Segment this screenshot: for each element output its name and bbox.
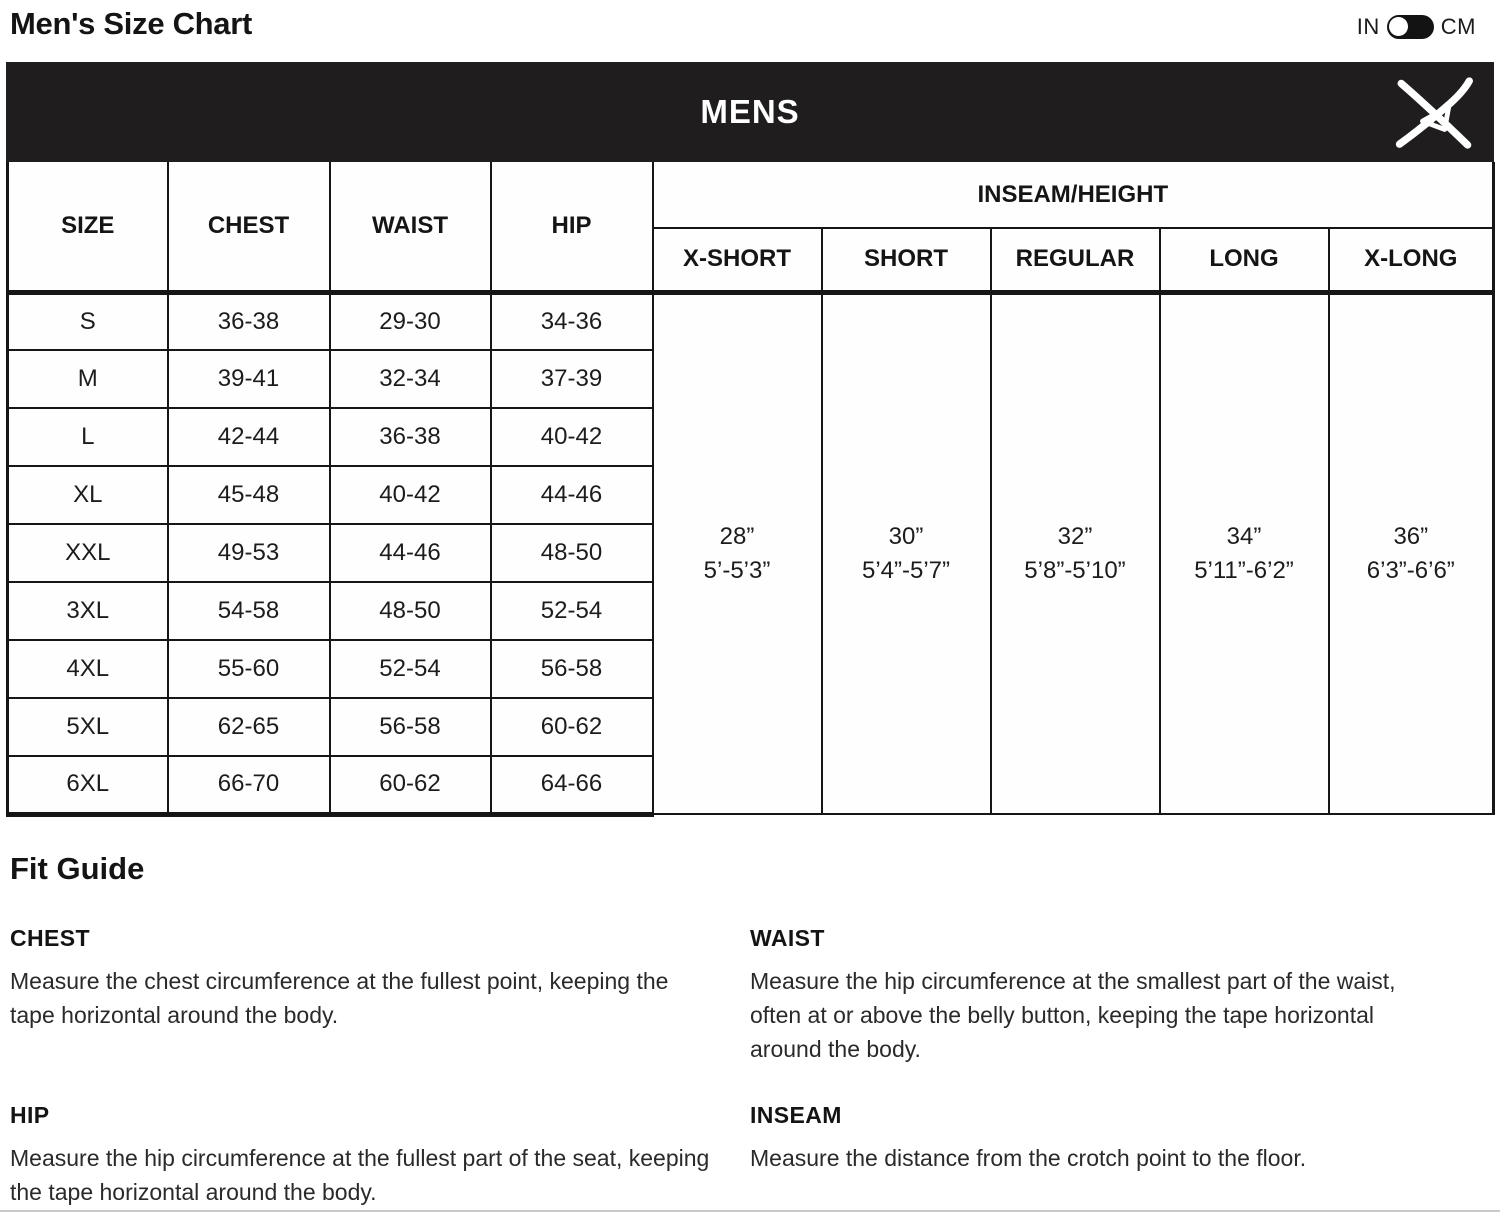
chest-cell: 49-53 [168,524,330,582]
chart-banner [6,62,1494,162]
size-cell: XXL [8,524,168,582]
size-cell: M [8,350,168,408]
waist-cell: 56-58 [330,698,491,756]
hip-cell: 60-62 [491,698,653,756]
fit-section-inseam [750,1102,1490,1209]
size-cell: 5XL [8,698,168,756]
inseam-long-cell [1160,292,1329,814]
waist-cell: 32-34 [330,350,491,408]
size-cell: S [8,292,168,350]
size-table [6,162,1495,817]
banner-title: MENS [700,93,800,130]
fit-section-waist [750,925,1490,1066]
inseam-short-cell [822,292,991,814]
toggle-knob-icon [1389,17,1408,36]
size-cell: 3XL [8,582,168,640]
chest-cell: 66-70 [168,756,330,814]
waist-cell: 44-46 [330,524,491,582]
chest-cell: 36-38 [168,292,330,350]
col-header-hip: HIP [491,162,653,292]
col-header-x-long: X-LONG [1329,228,1494,292]
size-cell: 4XL [8,640,168,698]
page-title: Men's Size Chart [10,6,253,41]
height-range: 5’-5’3” [703,556,771,584]
fit-guide-title: Fit Guide [10,850,145,886]
unit-in-label: IN [1356,14,1380,39]
hip-cell: 40-42 [491,408,653,466]
fit-section-chest [10,925,750,1066]
size-cell: L [8,408,168,466]
waist-cell: 52-54 [330,640,491,698]
inseam-regular-cell [991,292,1160,814]
fit-heading-inseam: INSEAM [750,1101,842,1128]
chest-cell: 54-58 [168,582,330,640]
chest-cell: 55-60 [168,640,330,698]
fit-guide [0,851,1500,1209]
chest-cell: 39-41 [168,350,330,408]
fit-heading-hip: HIP [10,1101,50,1128]
top-bar [0,0,1500,62]
fit-section-hip [10,1102,750,1209]
waist-cell: 29-30 [330,292,491,350]
height-range: 6’3”-6’6” [1366,556,1455,584]
unit-toggle-switch[interactable] [1387,15,1434,39]
unit-cm-label: CM [1440,14,1476,39]
inseam-value: 30” [888,522,924,550]
col-header-x-short: X-SHORT [653,228,822,292]
col-header-inseam-height: INSEAM/HEIGHT [653,162,1494,228]
fit-guide-grid [10,925,1490,1209]
inseam-value: 36” [1393,522,1429,550]
size-chart [6,62,1494,817]
chest-cell: 62-65 [168,698,330,756]
hip-cell: 52-54 [491,582,653,640]
fit-text-hip: Measure the hip circumference at the fullest part of the seat, keeping the tape horizontal around the body. [10,1144,710,1205]
col-header-chest: CHEST [168,162,330,292]
inseam-value: 28” [719,522,755,550]
waist-cell: 36-38 [330,408,491,466]
fit-text-waist: Measure the hip circumference at the smallest part of the waist, often at or above the belly button, keeping the tape horizontal around the body. [750,967,1396,1062]
fit-heading-waist: WAIST [750,924,825,951]
col-header-waist: WAIST [330,162,491,292]
chest-cell: 42-44 [168,408,330,466]
height-range: 5’4”-5’7” [861,556,951,584]
waist-cell: 60-62 [330,756,491,814]
inseam-value: 32” [1057,522,1093,550]
col-header-size: SIZE [8,162,168,292]
height-range: 5’8”-5’10” [1024,556,1126,584]
brand-x-logo-icon [1390,72,1478,154]
fit-heading-chest: CHEST [10,924,90,951]
size-cell: XL [8,466,168,524]
fit-text-chest: Measure the chest circumference at the fullest point, keeping the tape horizontal around the body. [10,967,669,1028]
inseam-x-short-cell [653,292,822,814]
hip-cell: 44-46 [491,466,653,524]
chest-cell: 45-48 [168,466,330,524]
hip-cell: 56-58 [491,640,653,698]
inseam-value: 34” [1226,522,1262,550]
hip-cell: 48-50 [491,524,653,582]
hip-cell: 34-36 [491,292,653,350]
hip-cell: 37-39 [491,350,653,408]
table-row [8,292,1494,350]
size-cell: 6XL [8,756,168,814]
inseam-x-long-cell [1329,292,1494,814]
col-header-short: SHORT [822,228,991,292]
height-range: 5’11”-6’2” [1194,556,1294,584]
unit-toggle[interactable] [1357,14,1476,40]
waist-cell: 40-42 [330,466,491,524]
col-header-long: LONG [1160,228,1329,292]
fit-text-inseam: Measure the distance from the crotch point to the floor. [750,1144,1307,1171]
waist-cell: 48-50 [330,582,491,640]
col-header-regular: REGULAR [991,228,1160,292]
hip-cell: 64-66 [491,756,653,814]
